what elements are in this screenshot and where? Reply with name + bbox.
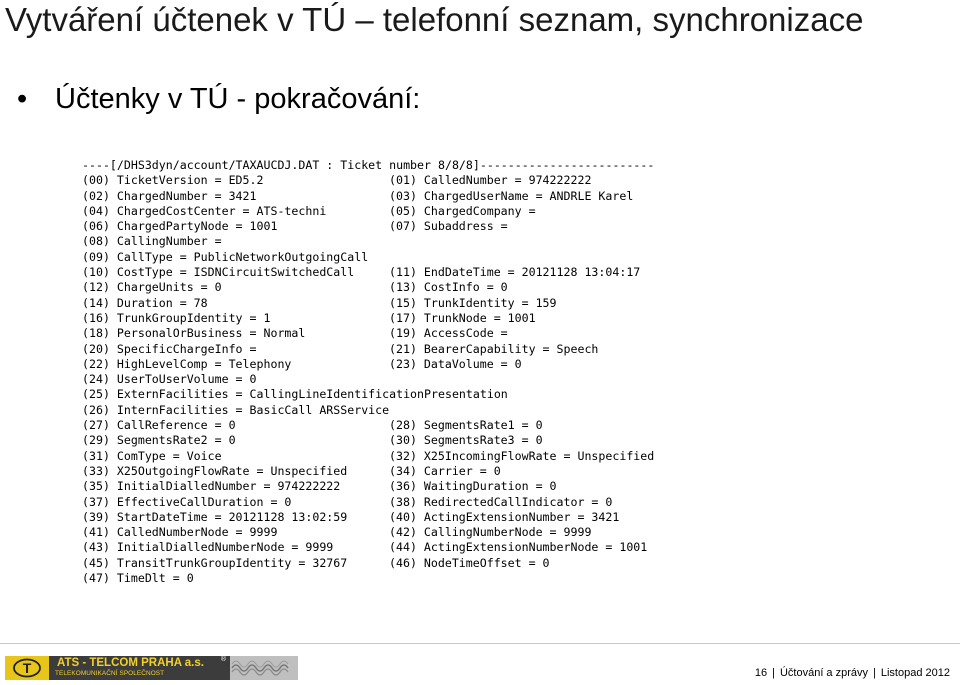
ticket-log-row [82,326,654,341]
separator: | [772,667,775,679]
ticket-field-right: (11) EndDateTime = 20121128 13:04:17 [389,265,641,280]
ticket-field-right: (30) SegmentsRate3 = 0 [389,433,543,448]
ticket-field-left: (00) TicketVersion = ED5.2 [82,173,264,188]
ticket-log-row [82,189,654,204]
ticket-log-row [82,280,654,295]
logo-mark-icon [5,656,49,680]
footer-date: Listopad 2012 [880,667,950,679]
ticket-field-left: (09) CallType = PublicNetworkOutgoingCall [82,249,369,264]
ticket-log-row [82,449,654,464]
ticket-field-left: (08) CallingNumber = [82,234,222,249]
logo-t-icon [12,658,42,678]
ticket-field-left: (24) UserToUserVolume = 0 [82,372,257,387]
ticket-log-row [82,525,654,540]
ticket-log-row [82,433,654,448]
ticket-field-right: (07) Subaddress = [389,219,508,234]
ticket-field-right: (38) RedirectedCallIndicator = 0 [389,494,613,509]
ticket-field-right: (13) CostInfo = 0 [389,280,508,295]
ticket-log-row [82,250,654,265]
ticket-log-row [82,479,654,494]
ticket-field-left: (18) PersonalOrBusiness = Normal [82,326,306,341]
separator: | [873,667,876,679]
logo-registered-mark: ® [220,656,226,663]
ticket-log-row [82,342,654,357]
ticket-field-left: (22) HighLevelComp = Telephony [82,356,292,371]
ticket-field-right: (23) DataVolume = 0 [389,356,522,371]
slide-title: Vytváření účtenek v TÚ – telefonní seznam, synchronizace [5,1,864,38]
logo-mark-letter: T [22,660,32,676]
ticket-field-left: (16) TrunkGroupIdentity = 1 [82,310,271,325]
ticket-field-right: (42) CallingNumberNode = 9999 [389,525,592,540]
ticket-field-right: (32) X25IncomingFlowRate = Unspecified [389,448,655,463]
ticket-field-right: (21) BearerCapability = Speech [389,341,599,356]
ticket-field-right: (46) NodeTimeOffset = 0 [389,555,550,570]
ticket-field-left: (47) TimeDlt = 0 [82,571,194,586]
ticket-log-row [82,173,654,188]
ticket-field-left: (35) InitialDialledNumber = 974222222 [82,479,341,494]
ticket-field-left: (20) SpecificChargeInfo = [82,341,257,356]
company-logo [5,656,230,680]
ticket-field-right: (34) Carrier = 0 [389,463,501,478]
wave-pattern-icon [230,656,298,680]
ticket-log-row [82,495,654,510]
ticket-field-right: (05) ChargedCompany = [389,203,536,218]
ticket-field-left: (27) CallReference = 0 [82,418,236,433]
logo-company-name: ATS - TELCOM PRAHA a.s. [57,657,204,669]
ticket-field-right: (03) ChargedUserName = ANDRLE Karel [389,188,634,203]
page-number: 16 [754,667,768,679]
ticket-field-left: (10) CostType = ISDNCircuitSwitchedCall [82,265,355,280]
footer-section: Účtování a zprávy [779,667,869,679]
ticket-field-left: (26) InternFacilities = BasicCall ARSService [82,402,390,417]
ticket-log-row [82,357,654,372]
ticket-log-rows [82,173,654,586]
ticket-field-right: (44) ActingExtensionNumberNode = 1001 [389,540,648,555]
ticket-log-row [82,204,654,219]
ticket-field-left: (39) StartDateTime = 20121128 13:02:59 [82,509,348,524]
ticket-log-row [82,296,654,311]
ticket-field-left: (41) CalledNumberNode = 9999 [82,525,278,540]
ticket-field-right: (36) WaitingDuration = 0 [389,479,557,494]
ticket-log-row [82,418,654,433]
page-footer-info [755,666,950,680]
bullet-dot-icon: • [17,83,28,115]
ticket-field-left: (02) ChargedNumber = 3421 [82,188,257,203]
ticket-field-left: (25) ExternFacilities = CallingLineIdentificationPresentation [82,387,508,402]
ticket-log-row [82,556,654,571]
ticket-field-left: (33) X25OutgoingFlowRate = Unspecified [82,463,348,478]
ticket-field-left: (31) ComType = Voice [82,448,222,463]
bullet-item [17,82,420,116]
ticket-field-left: (14) Duration = 78 [82,295,208,310]
bullet-text: Účtenky v TÚ - pokračování: [55,83,421,115]
ticket-field-left: (37) EffectiveCallDuration = 0 [82,494,292,509]
ticket-log-row [82,219,654,234]
ticket-field-left: (43) InitialDialledNumberNode = 9999 [82,540,334,555]
footer-divider [0,643,960,644]
ticket-log-row [82,540,654,555]
logo-pattern-image [230,656,298,680]
ticket-field-right: (01) CalledNumber = 974222222 [389,173,592,188]
ticket-log-row [82,510,654,525]
ticket-field-left: (12) ChargeUnits = 0 [82,280,222,295]
ticket-field-left: (06) ChargedPartyNode = 1001 [82,219,278,234]
ticket-log-row [82,387,654,402]
ticket-log-row [82,464,654,479]
ticket-log-row [82,403,654,418]
ticket-field-right: (17) TrunkNode = 1001 [389,310,536,325]
logo-company-subtitle: TELEKOMUNIKAČNÍ SPOLEČNOST [55,670,165,677]
ticket-log-row [82,265,654,280]
ticket-log [82,158,654,586]
ticket-log-row [82,311,654,326]
ticket-log-row [82,372,654,387]
logo-texts [49,656,230,680]
ticket-field-left: (04) ChargedCostCenter = ATS-techni [82,203,327,218]
ticket-field-left: (45) TransitTrunkGroupIdentity = 32767 [82,555,348,570]
ticket-field-right: (28) SegmentsRate1 = 0 [389,418,543,433]
ticket-field-left: (29) SegmentsRate2 = 0 [82,433,236,448]
ticket-field-right: (40) ActingExtensionNumber = 3421 [389,509,620,524]
ticket-field-right: (15) TrunkIdentity = 159 [389,295,557,310]
ticket-field-right: (19) AccessCode = [389,326,508,341]
ticket-log-header: ----[/DHS3dyn/account/TAXAUCDJ.DAT : Ticket number 8/8/8]------------------------- [82,158,655,172]
ticket-log-row [82,234,654,249]
ticket-log-row [82,571,654,586]
